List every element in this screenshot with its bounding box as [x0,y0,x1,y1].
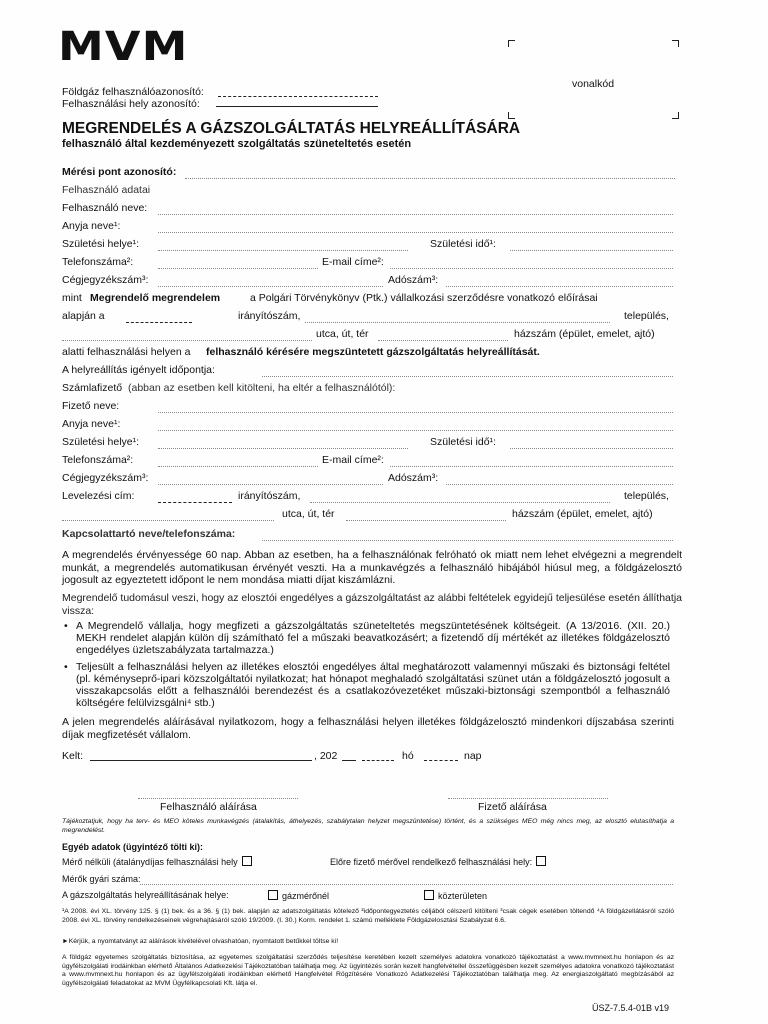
user-birth-date-label: Születési idő¹: [430,238,496,250]
payer-phone-label: Telefonszáma²: [62,454,134,466]
as-text-1: mint [62,292,82,304]
date-year-field[interactable] [342,760,356,761]
bullet-marker-2: • [64,661,68,673]
restore-text-2: felhasználó kérésére megszüntetett gázszolgáltatás helyreállítását. [206,346,540,358]
user-postcode-field[interactable] [126,312,192,323]
meter-point-label: Mérési pont azonosító: [62,166,177,178]
user-phone-field[interactable] [158,258,318,269]
meter-serial-field[interactable] [140,875,673,885]
payer-email-label: E-mail címe²: [322,454,384,466]
payer-settlement-label: település, [624,490,669,502]
barcode-corner-tr [672,40,679,47]
meter-serial-label: Mérők gyári száma: [62,874,141,884]
declaration-paragraph: A jelen megrendelés aláírásával nyilatkozom, hogy a felhasználási helyen illetékes földgázelosztó mindenkori díjszabása szerinti díjak megfizetését vállalom. [62,716,674,741]
mvm-logo: MVM [58,24,189,70]
user-mother-name-field[interactable] [158,222,673,233]
bullet-marker-1: • [64,620,68,632]
date-kelt-label: Kelt: [62,750,84,762]
user-street-field[interactable] [62,330,312,341]
barcode-label: vonalkód [572,78,615,90]
based-on-label: alapján a [62,310,105,322]
prepaid-label: Előre fizető mérővel rendelkező felhasználási hely: [330,857,533,867]
barcode-corner-tl [508,40,515,47]
privacy-notice: A földgáz egyetemes szolgáltatás biztosítása, az egyetemes szolgáltatási szerződés teljesítése keretében kezelt személyes adatokra vonatkozó tájékoztatást a www.mvmnext.hu honlapon és az ügyfélszolgálati irodáinkban elérhető Általános Adatkezelési Tájékoztatóban találhatja meg. Az ügyintézés során kezelt hangfelvétellel összefüggésben kezelt személyes adatokra vonatkozó tájékoztatást a www.mvmnext.hu honlapon és az ügyfélszolgálati irodáinkban elérhető Hangfelvétel Rögzítésére Vonatkozó Adatkezelési Tájékoztatóban találhatja meg. Az energiaszolgáltató megbízásából az ügyfélszolgálati feladatokat az MVM Ügyfélkapcsolati Kft. látja el. [62,954,674,987]
payer-postcode-field[interactable] [158,492,232,503]
requested-time-field[interactable] [262,366,673,377]
user-settlement-field[interactable] [305,312,610,323]
form-code: ÜSZ-7.5.4-01B v19 [592,1003,670,1013]
payer-mother-name-label: Anyja neve¹: [62,418,121,430]
payer-name-label: Fizető neve: [62,400,120,412]
user-signature-line[interactable] [138,798,298,799]
user-tax-no-label: Adószám³: [388,274,439,286]
user-name-field[interactable] [158,204,673,215]
gas-user-id-field[interactable] [218,86,378,97]
meo-notice: Tájékoztatjuk, hogy ha terv- és MEO köteles munkavégzés (átalakítás, áthelyezés, szabálytalan helyzet megszüntetése) történt, és a szükséges MEO még nincs meg, az elosztó elutasíthatja a megrendelést. [62,818,674,834]
user-company-reg-label: Cégjegyzékszám³: [62,274,149,286]
ack-paragraph: Megrendelő tudomásul veszi, hogy az elosztói engedélyes a gázszolgáltatást az alábbi feltételek egyidejű teljesülése esetén állíthatja vissza: [62,592,682,617]
footnote-1: ¹A 2008. évi XL. törvény 125. § (1) bek. és a 36. § (1) bek. alapján az adatszolgáltatás kötelező ²időpontegyeztetés céljából célszerű kitölteni ³csak cégek esetében töltendő ⁴A földgázellátásról szóló 2008. évi XL. törvény rendelkezéseinek végrehajtásáról szóló 19/2009. (I. 30.) Korm. rendelet 1. számú melléklete Földgázelosztási Szabályzat 6.6. [62,908,674,924]
restore-location-label: A gázszolgáltatás helyreállításának helye: [62,890,229,900]
payer-street-label: utca, út, tér [282,508,335,520]
user-email-label: E-mail címe²: [322,256,384,268]
user-house-field[interactable] [378,330,508,341]
payer-birth-date-field[interactable] [510,438,673,449]
date-day-label: nap [464,750,482,762]
requested-time-label: A helyreállítás igényelt időpontja: [62,364,215,376]
gas-user-id-label: Földgáz felhasználóazonosító: [62,86,204,98]
bullet-paragraph-1: A Megrendelő vállalja, hogy megfizeti a gázszolgáltatás szüneteltetés megszüntetésének költségeit. (A 13/2016. (XII. 20.) MEKH rendelet alapján külön díj számítható fel a műszaki beavatkozásért; a fizetendő díj mértékét az illetékes földgázelosztó engedélyes üzletszabályzata tartalmazza.) [76,620,670,656]
date-year-label: , 202 [314,750,338,762]
payer-birth-place-field[interactable] [158,438,408,449]
bullet-paragraph-2: Teljesült a felhasználási helyen az illetékes elosztói engedélyes által meghatározott valamennyi műszaki és biztonsági feltétel (pl. kéményseprő-ipari közszolgáltatói nyilatkozat; hat hónapot meghaladó szolgáltatási szünet után a földgázelosztó jogosult a visszakapcsolás előtt a felhasználói berendezést és a csatlakozóvezetéket műszaki-biztonsági szempontból a felhasználó költségére felülvizsgálni⁴ stb.) [76,661,670,709]
form-subtitle: felhasználó által kezdeményezett szolgáltatás szüneteltetés esetén [62,138,412,150]
site-id-field[interactable] [216,106,378,107]
at-public-option[interactable] [424,890,487,902]
footnote-2: ►Kérjük, a nyomtatványt az aláírások kivételével olvashatóan, nyomtatott betűkkel töltse ki! [62,938,339,945]
prepaid-checkbox[interactable] [536,856,546,866]
user-mother-name-label: Anyja neve¹: [62,220,121,232]
payer-signature-line[interactable] [448,798,608,799]
user-signature-label: Felhasználó aláírása [160,801,257,813]
payer-name-field[interactable] [158,402,673,413]
at-public-checkbox[interactable] [424,890,434,900]
user-phone-label: Telefonszáma²: [62,256,134,268]
restore-text-1: alatti felhasználási helyen a [62,346,191,358]
as-text-3: a Polgári Törvénykönyv (Ptk.) vállalkozási szerződésre vonatkozó előírásai [250,292,598,304]
payer-signature-label: Fizető aláírása [478,801,547,813]
date-month-label: hó [402,750,414,762]
payer-company-reg-label: Cégjegyzékszám³: [62,472,149,484]
date-month-field[interactable] [362,750,394,761]
user-street-label: utca, út, tér [316,328,369,340]
user-birth-place-label: Születési helye¹: [62,238,140,250]
user-birth-date-field[interactable] [510,240,673,251]
payer-tax-no-label: Adószám³: [388,472,439,484]
at-meter-option[interactable] [268,890,329,902]
date-place-field[interactable] [90,760,312,761]
validity-paragraph: A megrendelés érvényessége 60 nap. Abban az esetben, ha a felhasználónak felróható ok miatt nem lehet elvégezni a megrendelt munkát, a megrendelés automatikusan érvényét veszti. Ha a munkavégzés a felhasználó hibájából hiúsul meg, a földgázelosztó jogosult az egyeztetett időpont le nem mondása miatti díjat kiszámlázni. [62,549,682,586]
at-public-label: közterületen [438,891,488,901]
payer-section-heading: Számlafizető [62,382,123,394]
form-title: MEGRENDELÉS A GÁZSZOLGÁLTATÁS HELYREÁLLÍTÁSÁRA [62,120,521,137]
contact-field[interactable] [262,530,673,541]
at-meter-label: gázmérőnél [282,891,330,901]
date-day-field[interactable] [424,750,458,761]
payer-email-field[interactable] [390,456,673,467]
user-company-reg-field[interactable] [158,276,383,287]
payer-mail-addr-label: Levelezési cím: [62,490,135,502]
no-meter-option[interactable] [62,856,252,868]
no-meter-checkbox[interactable] [242,856,252,866]
payer-birth-place-label: Születési helye¹: [62,436,140,448]
user-name-label: Felhasználó neve: [62,202,148,214]
other-section-heading: Egyéb adatok (ügyintéző tölti ki): [62,842,204,852]
payer-tax-no-field[interactable] [446,474,673,485]
no-meter-label: Mérő nélküli (átalánydíjas felhasználási hely [62,857,238,867]
as-text-2: Megrendelő megrendelem [90,292,221,304]
prepaid-option[interactable] [330,856,546,868]
meter-point-field[interactable] [185,168,675,179]
at-meter-checkbox[interactable] [268,890,278,900]
user-email-field[interactable] [390,258,673,269]
payer-section-note: (abban az esetben kell kitölteni, ha eltér a felhasználótól): [128,382,396,394]
payer-postcode-label: irányítószám, [238,490,301,502]
barcode-corner-br [672,112,679,119]
payer-birth-date-label: Születési idő¹: [430,436,496,448]
payer-phone-field[interactable] [158,456,318,467]
user-tax-no-field[interactable] [446,276,673,287]
payer-street-field[interactable] [62,510,274,521]
user-settlement-label: település, [624,310,669,322]
user-postcode-label: irányítószám, [238,310,301,322]
payer-settlement-field[interactable] [310,492,610,503]
payer-mother-name-field[interactable] [158,420,673,431]
site-id-label: Felhasználási hely azonosító: [62,98,200,110]
payer-company-reg-field[interactable] [158,474,383,485]
user-birth-place-field[interactable] [158,240,408,251]
user-house-label: házszám (épület, emelet, ajtó) [514,328,655,340]
user-section-heading: Felhasználó adatai [62,184,151,196]
barcode-corner-bl [508,112,515,119]
contact-label: Kapcsolattartó neve/telefonszáma: [62,528,236,540]
payer-house-label: házszám (épület, emelet, ajtó) [512,508,653,520]
payer-house-field[interactable] [346,510,506,521]
